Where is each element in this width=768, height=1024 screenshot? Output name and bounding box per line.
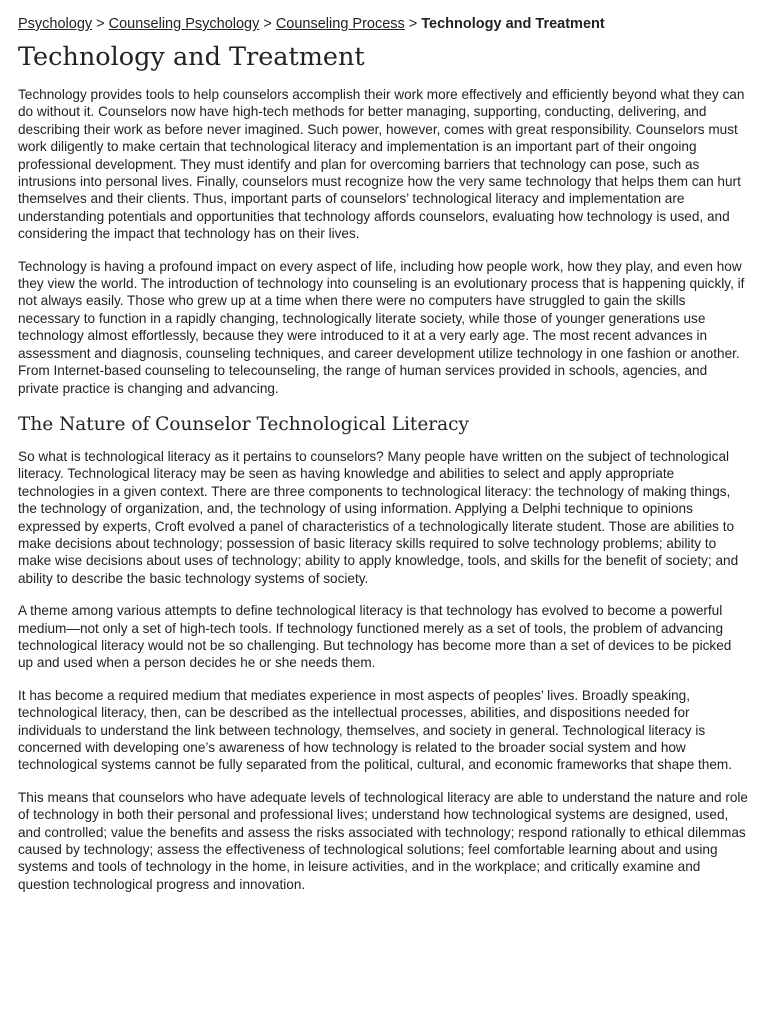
article-paragraph: So what is technological literacy as it pertains to counselors? Many people have written on the subject of technological literacy. Technological literacy may be seen as having knowledge and abilities to select and apply appropriate technologies in a given context. There are three components to technological literacy: the technology of making things, the technology of organization, and, the technology of using information. Applying a Delphi technique to opinions expressed by experts, Croft evolved a panel of characteristics of a technologically literate student. Those are abilities to make decisions about technology; possession of basic literacy skills required to solve technology problems; ability to make wise decisions about uses of technology; ability to apply knowledge, tools, and skills for the benefit of society; and ability to describe the basic technology systems of society. [18,448,739,586]
breadcrumb-separator: > [96,16,105,32]
article-paragraph: Technology is having a profound impact on every aspect of life, including how people work, how they play, and even how they view the world. The introduction of technology into counseling is an evolutionary process that is happening quickly, if not always easily. Those who grew up at a time when there were no computers have struggled to gain the skills necessary to function in a rapidly changing, technologically literate society, while those of younger generations use technology almost effortlessly, because they were introduced to it at a very early age. The most recent advances in assessment and diagnosis, counseling techniques, and career development utilize technology in one fashion or another. From Internet-based counseling to telecounseling, the range of human services provided in schools, agencies, and private practice is changing and advancing. [18,258,745,396]
article-paragraph: This means that counselors who have adequate levels of technological literacy are able to understand the nature and role of technology in both their personal and professional lives; understand how technological systems are designed, used, and controlled; value the benefits and assess the risks associated with technology; respond rationally to ethical dilemmas caused by technology; assess the effectiveness of technological solutions; feel comfortable learning about and using systems and tools of technology in the home, in leisure activities, and in the workplace; and critically examine and question technological progress and innovation. [18,789,748,892]
article-paragraph: Technology provides tools to help counselors accomplish their work more effectively and efficiently beyond what they can do without it. Counselors now have high-tech methods for better managing, supporting, conducting, delivering, and describing their work as before never imagined. Such power, however, comes with great responsibility. Counselors must work diligently to make certain that technological literacy and implementation is an important part of their ongoing professional development. They must identify and plan for overcoming barriers that technology can pose, such as intrusions into personal lives. Finally, counselors must recognize how the very same technology that helps them can hurt themselves and their clients. Thus, important parts of counselors’ technological literacy and implementation are understanding potentials and opportunities that technology affords counselors, evaluating how technology is used, and considering the impact that technology has on their lives. [18,87,745,242]
breadcrumb-separator: > [408,16,418,32]
breadcrumb [18,14,750,34]
breadcrumb-link-psychology[interactable]: Psychology [18,16,93,32]
page-title: Technology and Treatment [18,42,365,72]
article-paragraph: It has become a required medium that mediates experience in most aspects of peoples’ lives. Broadly speaking, technological literacy, then, can be described as the intellectual processes, abilities, and dispositions needed for individuals to understand the link between technology, themselves, and society in general. Technological literacy is concerned with developing one’s awareness of how technology is related to the broader social system and how technological systems cannot be fully separated from the political, cultural, and economic frameworks that shape them. [18,687,733,773]
article-paragraph: A theme among various attempts to define technological literacy is that technology has evolved to become a powerful medium—not only a set of high-tech tools. If technology functioned merely as a set of tools, the problem of advancing technological literacy would not be so challenging. But technology has become more than a set of devices to be picked up and used when a person decides he or she needs them. [18,603,732,671]
breadcrumb-current-page: Technology and Treatment [421,16,605,32]
breadcrumb-link-counseling-process[interactable]: Counseling Process [275,16,405,32]
breadcrumb-separator: > [263,16,272,32]
article [18,40,750,893]
breadcrumb-link-counseling-psychology[interactable]: Counseling Psychology [108,16,260,32]
section-heading: The Nature of Counselor Technological Literacy [18,413,469,435]
